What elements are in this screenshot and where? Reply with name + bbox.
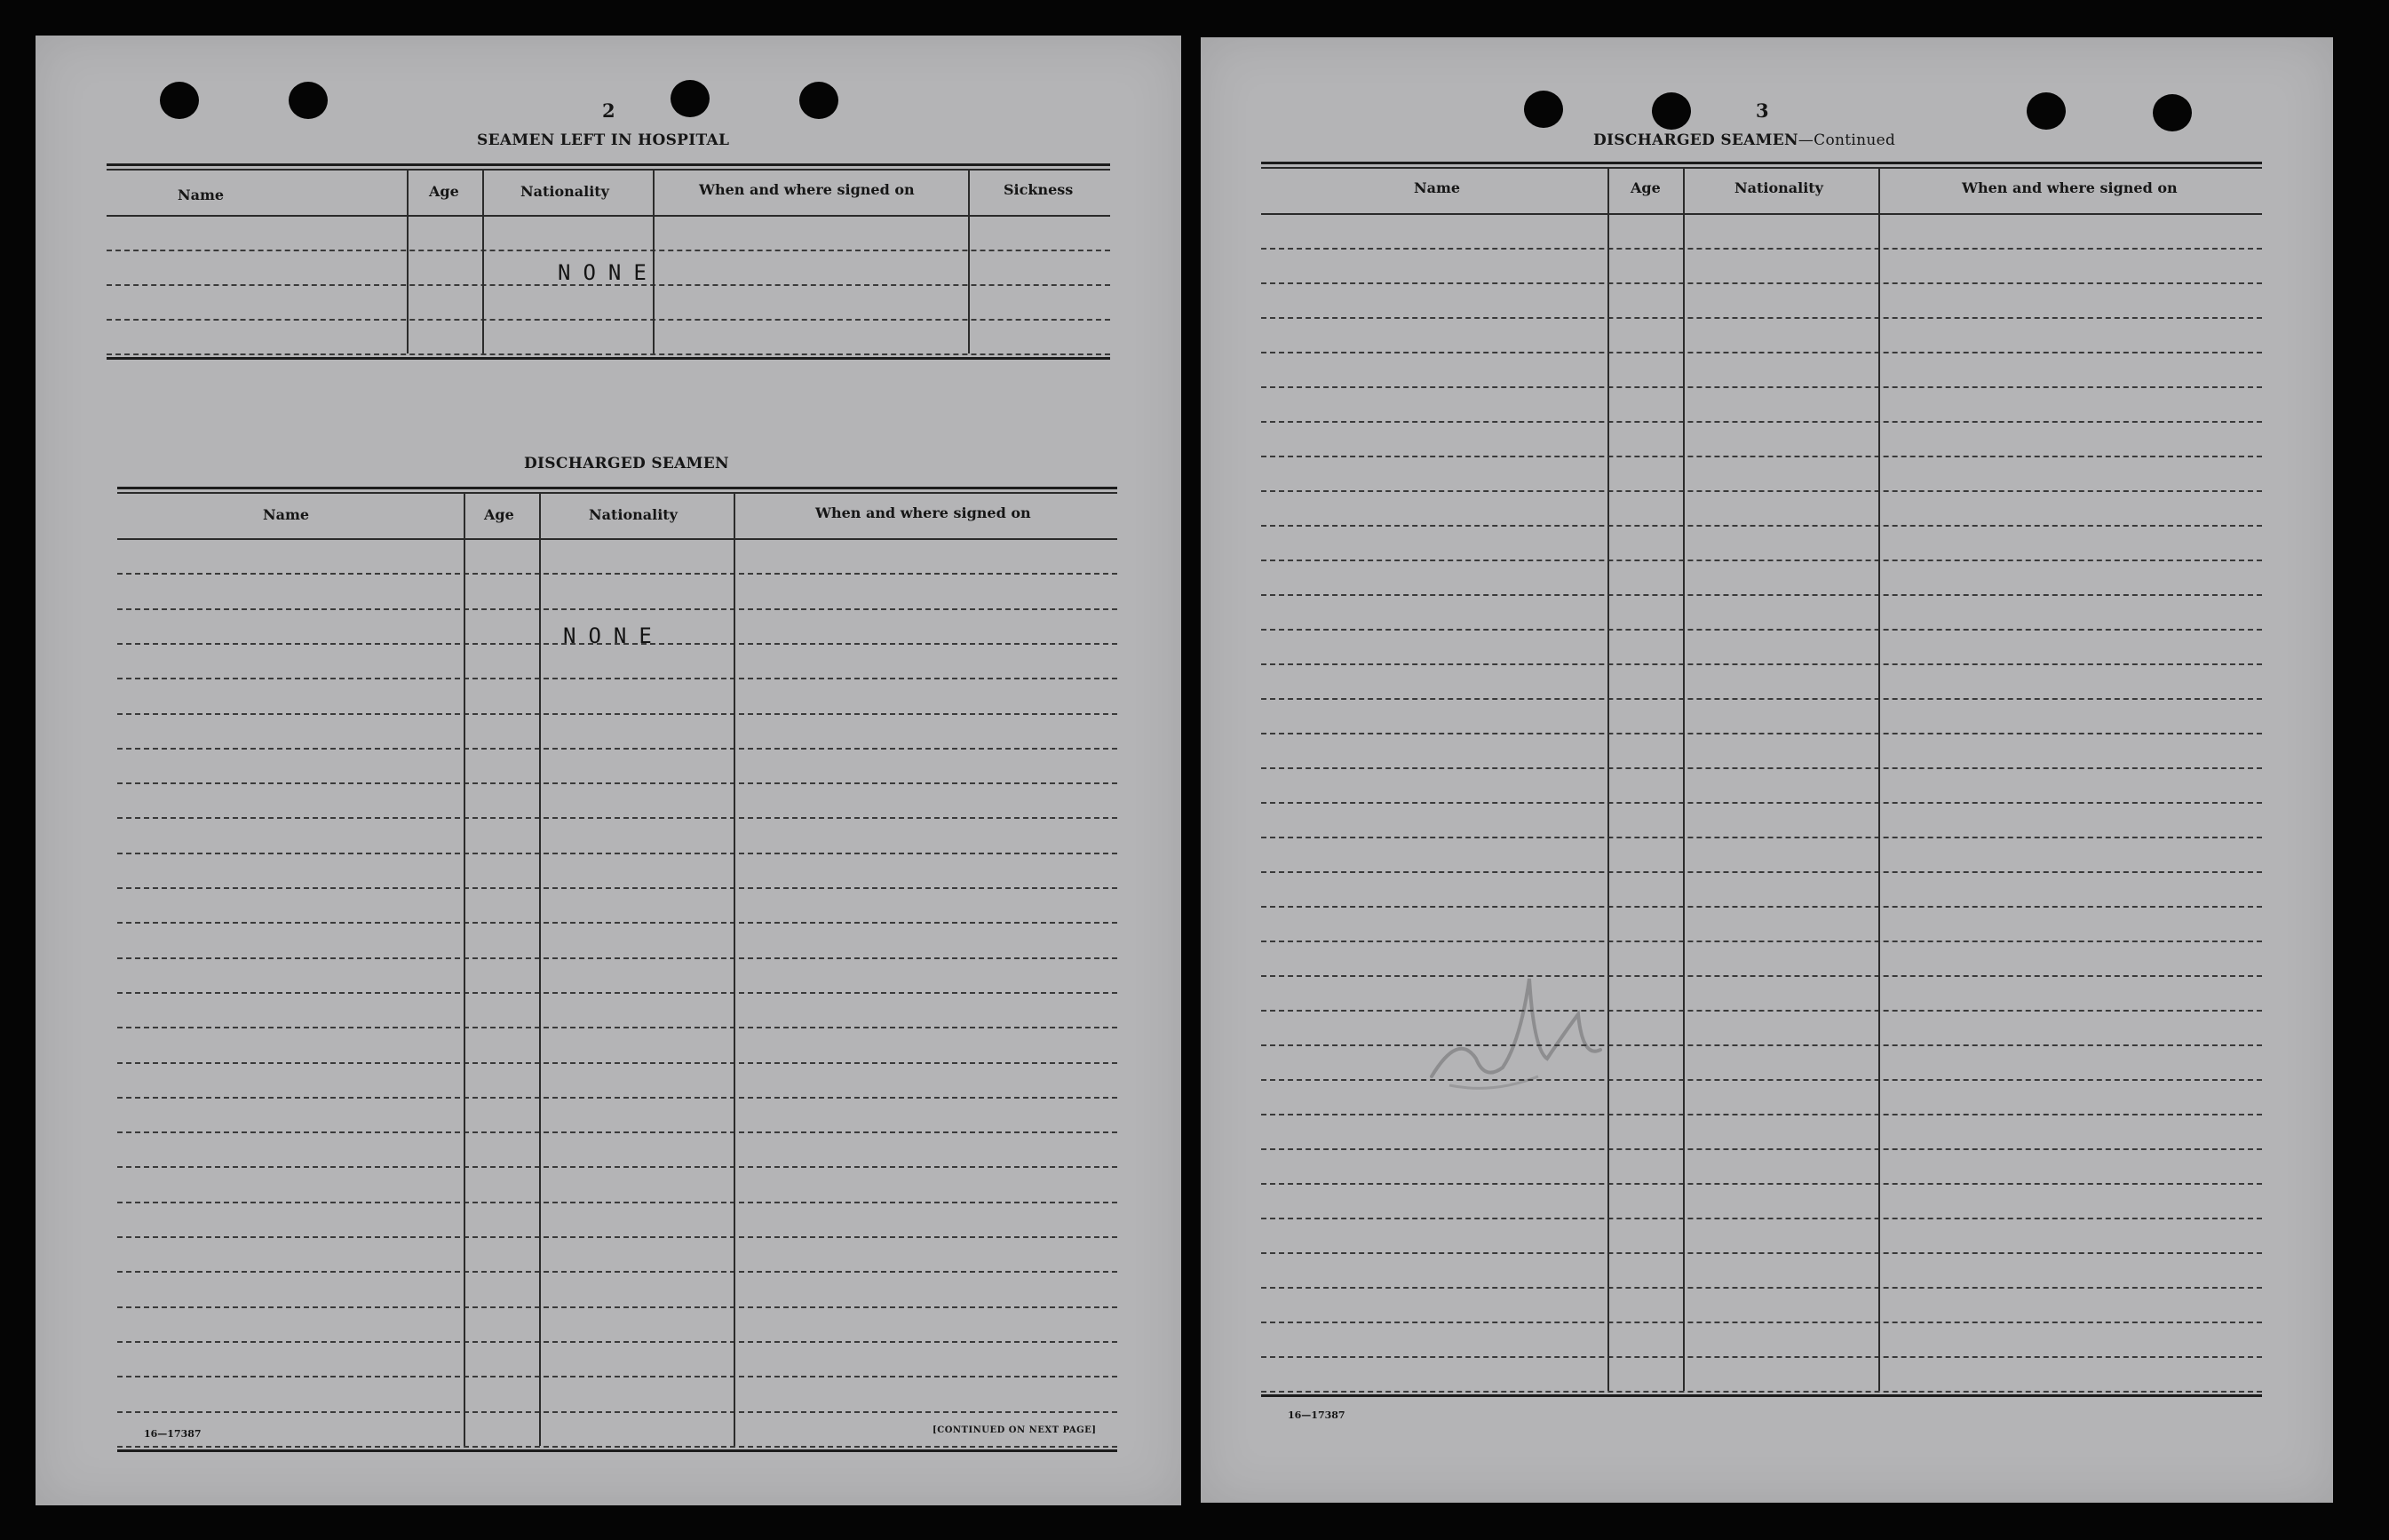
table-row-line — [1261, 1287, 2262, 1289]
continued-note: [CONTINUED ON NEXT PAGE] — [933, 1425, 1097, 1435]
punch-hole — [799, 82, 838, 119]
table-row-line — [1261, 1044, 2262, 1046]
table-column-line — [1607, 167, 1609, 1391]
table-column-line — [407, 169, 409, 353]
punch-hole — [160, 82, 199, 119]
page-number: 2 — [602, 99, 615, 122]
table-column-line — [734, 492, 735, 1446]
table-header-rule — [117, 538, 1117, 540]
table-row-line — [117, 1131, 1117, 1133]
table-row-line — [1261, 1114, 2262, 1115]
discharged-col-name: Name — [263, 506, 310, 523]
table-row-line — [117, 748, 1117, 750]
table-row-line — [117, 1166, 1117, 1168]
table-column-line — [539, 492, 541, 1446]
punch-hole — [1524, 91, 1563, 128]
table-row-line — [107, 250, 1110, 251]
discharged-continued-title-suffix: —Continued — [1798, 131, 1896, 149]
table-row-line — [117, 1027, 1117, 1028]
table-top-rule — [1261, 167, 2262, 169]
table-row-line — [1261, 837, 2262, 838]
table-column-line — [1683, 167, 1685, 1391]
hospital-col-age: Age — [429, 183, 459, 200]
table-row-line — [1261, 386, 2262, 388]
hospital-col-sickness: Sickness — [1004, 181, 1074, 198]
table-row-line — [117, 1062, 1117, 1064]
table-row-line — [1261, 317, 2262, 319]
table-column-line — [464, 492, 465, 1446]
table-row-line — [1261, 1183, 2262, 1185]
table-row-line — [117, 573, 1117, 575]
discharged-entry: NONE — [563, 623, 664, 648]
discharged-col-signed-on: When and where signed on — [815, 504, 1031, 521]
table-row-line — [1261, 975, 2262, 977]
continued-col-signed-on: When and where signed on — [1962, 179, 2178, 196]
table-row-line — [1261, 421, 2262, 423]
table-row-line — [117, 782, 1117, 784]
table-row-line — [1261, 1356, 2262, 1358]
table-row-line — [1261, 248, 2262, 250]
table-row-line — [117, 992, 1117, 994]
form-number: 16—17387 — [144, 1428, 202, 1440]
table-row-line — [117, 678, 1117, 679]
table-column-line — [1878, 167, 1880, 1391]
punch-hole — [289, 82, 328, 119]
hospital-col-signed-on: When and where signed on — [699, 181, 915, 198]
hospital-col-name: Name — [178, 187, 225, 203]
table-row-line — [1261, 1252, 2262, 1254]
table-row-line — [1261, 525, 2262, 527]
table-bottom-rule — [117, 1449, 1117, 1452]
table-row-line — [117, 922, 1117, 924]
table-row-line — [107, 319, 1110, 321]
discharged-continued-title-main: DISCHARGED SEAMEN — [1593, 131, 1798, 149]
continued-col-nationality: Nationality — [1734, 179, 1823, 196]
table-row-line — [1261, 1218, 2262, 1219]
table-row-line — [1261, 1079, 2262, 1081]
table-row-line — [117, 643, 1117, 645]
table-row-line — [1261, 698, 2262, 700]
table-row-line — [1261, 1391, 2262, 1393]
form-number: 16—17387 — [1288, 1409, 1345, 1421]
table-row-line — [1261, 663, 2262, 665]
table-row-line — [1261, 352, 2262, 353]
table-row-line — [117, 1236, 1117, 1238]
table-row-line — [1261, 490, 2262, 492]
continued-col-name: Name — [1414, 179, 1461, 196]
table-row-line — [1261, 906, 2262, 908]
punch-hole — [2027, 92, 2066, 130]
table-row-line — [117, 887, 1117, 889]
table-row-line — [117, 1306, 1117, 1308]
table-top-rule — [107, 163, 1110, 166]
table-bottom-rule — [1261, 1394, 2262, 1397]
table-row-line — [1261, 456, 2262, 457]
table-row-line — [1261, 594, 2262, 596]
table-row-line — [117, 1097, 1117, 1099]
table-row-line — [117, 713, 1117, 715]
table-row-line — [117, 957, 1117, 959]
table-row-line — [1261, 871, 2262, 873]
faint-signature-mark — [1423, 925, 1618, 1103]
table-row-line — [1261, 733, 2262, 734]
table-row-line — [117, 1446, 1117, 1448]
hospital-entry: NONE — [558, 260, 659, 285]
table-row-line — [1261, 1148, 2262, 1150]
table-header-rule — [1261, 213, 2262, 215]
hospital-section-title: SEAMEN LEFT IN HOSPITAL — [477, 131, 730, 149]
page-number: 3 — [1756, 99, 1769, 122]
punch-hole — [2153, 94, 2192, 131]
table-row-line — [117, 853, 1117, 854]
discharged-section-title: DISCHARGED SEAMEN — [524, 455, 729, 472]
table-row-line — [1261, 629, 2262, 631]
table-header-rule — [107, 215, 1110, 217]
table-top-rule — [117, 487, 1117, 489]
table-row-line — [107, 353, 1110, 355]
table-row-line — [1261, 560, 2262, 561]
table-row-line — [117, 1202, 1117, 1203]
table-row-line — [1261, 1010, 2262, 1012]
punch-hole — [1652, 92, 1691, 130]
table-column-line — [968, 169, 970, 353]
hospital-col-nationality: Nationality — [520, 183, 609, 200]
table-top-rule — [1261, 162, 2262, 164]
table-column-line — [653, 169, 655, 353]
table-row-line — [117, 1411, 1117, 1413]
table-row-line — [1261, 1322, 2262, 1323]
discharged-col-nationality: Nationality — [589, 506, 678, 523]
table-row-line — [1261, 767, 2262, 769]
table-row-line — [117, 1271, 1117, 1273]
discharged-col-age: Age — [484, 506, 514, 523]
table-row-line — [107, 284, 1110, 286]
table-column-line — [482, 169, 484, 353]
table-bottom-rule — [107, 357, 1110, 360]
table-row-line — [1261, 941, 2262, 942]
table-row-line — [117, 1341, 1117, 1343]
punch-hole — [671, 80, 710, 117]
continued-col-age: Age — [1631, 179, 1661, 196]
table-top-rule — [117, 492, 1117, 494]
table-row-line — [1261, 802, 2262, 804]
table-row-line — [117, 608, 1117, 610]
table-top-rule — [107, 169, 1110, 171]
left-page — [36, 36, 1181, 1505]
table-row-line — [117, 817, 1117, 819]
right-page — [1201, 37, 2333, 1503]
table-row-line — [1261, 282, 2262, 284]
discharged-continued-title — [1593, 131, 1895, 149]
table-row-line — [117, 1376, 1117, 1377]
